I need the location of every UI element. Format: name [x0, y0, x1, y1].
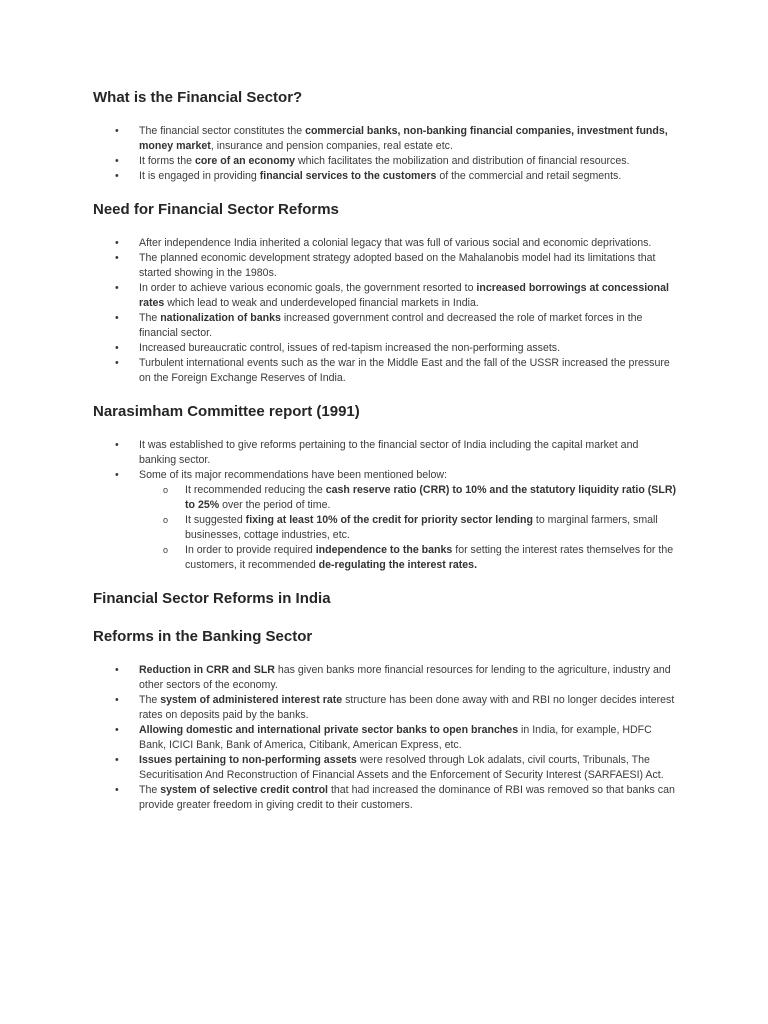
- bold-text: de-regulating the interest rates.: [318, 559, 478, 571]
- list-item: • The planned economic development strategy adopted based on the Mahalanobis model had its limitations that started showing in the 1980s.: [93, 251, 678, 281]
- list-item: • Increased bureaucratic control, issues of red-tapism increased the non-performing assets.: [93, 341, 678, 356]
- sub-list-item: o In order to provide required independence to the banks for setting the interest rates themselves for the customers, it recommended de-regulating the interest rates.: [93, 543, 678, 573]
- list-item: • It is engaged in providing financial services to the customers of the commercial and retail segments.: [93, 169, 678, 184]
- bold-text: Reduction in CRR and SLR: [139, 664, 275, 676]
- bold-text: Issues pertaining to non-performing assets: [139, 754, 357, 766]
- list-banking-sector-reforms: [93, 663, 678, 813]
- list-financial-sector: [93, 124, 678, 184]
- list-item: • Allowing domestic and international private sector banks to open branches in India, for example, HDFC Bank, ICICI Bank, Bank of America, Citibank, American Express, etc.: [93, 723, 678, 753]
- heading-financial-sector: What is the Financial Sector?: [93, 89, 303, 106]
- list-item: • After independence India inherited a colonial legacy that was full of various social and economic deprivations.: [93, 236, 678, 251]
- bold-text: core of an economy: [194, 155, 296, 167]
- bold-text: fixing at least 10% of the credit for priority sector lending: [245, 514, 533, 526]
- list-item: • Issues pertaining to non-performing assets were resolved through Lok adalats, civil courts, Tribunals, The Securitisation And Reconstruction of Financial Assets and the Enforcement of Security Interest (SARFAESI) Act.: [93, 753, 678, 783]
- list-item: • Some of its major recommendations have been mentioned below:: [93, 468, 678, 483]
- list-item: • Turbulent international events such as the war in the Middle East and the fall of the USSR increased the pressure on the Foreign Exchange Reserves of India.: [93, 356, 678, 386]
- list-item: • The financial sector constitutes the commercial banks, non-banking financial companies, investment funds, money market, insurance and pension companies, real estate etc.: [93, 124, 678, 154]
- bold-text: system of administered interest rate: [160, 694, 343, 706]
- bold-text: increased borrowings at concessional rates: [139, 282, 669, 309]
- list-item: • In order to achieve various economic goals, the government resorted to increased borrowings at concessional rates which lead to weak and underdeveloped financial markets in India.: [93, 281, 678, 311]
- bold-text: cash reserve ratio (CRR) to 10% and the statutory liquidity ratio (SLR) to 25%: [185, 484, 676, 511]
- list-need-for-reforms: [93, 236, 678, 386]
- heading-narasimham-committee: Narasimham Committee report (1991): [93, 403, 360, 420]
- list-item: • The system of selective credit control that had increased the dominance of RBI was removed so that banks can provide greater freedom in giving credit to their customers.: [93, 783, 678, 813]
- bold-text: Allowing domestic and international private sector banks to open branches: [139, 724, 519, 736]
- sublist-recommendations: [93, 483, 678, 573]
- heading-financial-sector-reforms-india: Financial Sector Reforms in India: [93, 590, 331, 607]
- list-item: • It forms the core of an economy which facilitates the mobilization and distribution of financial resources.: [93, 154, 678, 169]
- list-item: • The system of administered interest rate structure has been done away with and RBI no longer decides interest rates on deposits paid by the banks.: [93, 693, 678, 723]
- bold-text: nationalization of banks: [160, 312, 281, 324]
- heading-need-for-reforms: Need for Financial Sector Reforms: [93, 201, 339, 218]
- list-item: • It was established to give reforms pertaining to the financial sector of India including the capital market and banking sector.: [93, 438, 678, 468]
- bold-text: financial services to the customers: [259, 170, 437, 182]
- sub-list-item: o It suggested fixing at least 10% of the credit for priority sector lending to marginal farmers, small businesses, cottage industries, etc.: [93, 513, 678, 543]
- sub-list-item: o It recommended reducing the cash reserve ratio (CRR) to 10% and the statutory liquidity ratio (SLR) to 25% over the period of time.: [93, 483, 678, 513]
- list-narasimham-committee: [93, 438, 678, 483]
- bold-text: commercial banks, non-banking financial companies, investment funds, money market: [139, 125, 668, 152]
- bold-text: independence to the banks: [315, 544, 453, 556]
- heading-banking-sector-reforms: Reforms in the Banking Sector: [93, 628, 313, 645]
- list-item: • The nationalization of banks increased government control and decreased the role of market forces in the financial sector.: [93, 311, 678, 341]
- bold-text: system of selective credit control: [160, 784, 329, 796]
- document-page: [93, 88, 678, 813]
- list-item: • Reduction in CRR and SLR has given banks more financial resources for lending to the agriculture, industry and other sectors of the economy.: [93, 663, 678, 693]
